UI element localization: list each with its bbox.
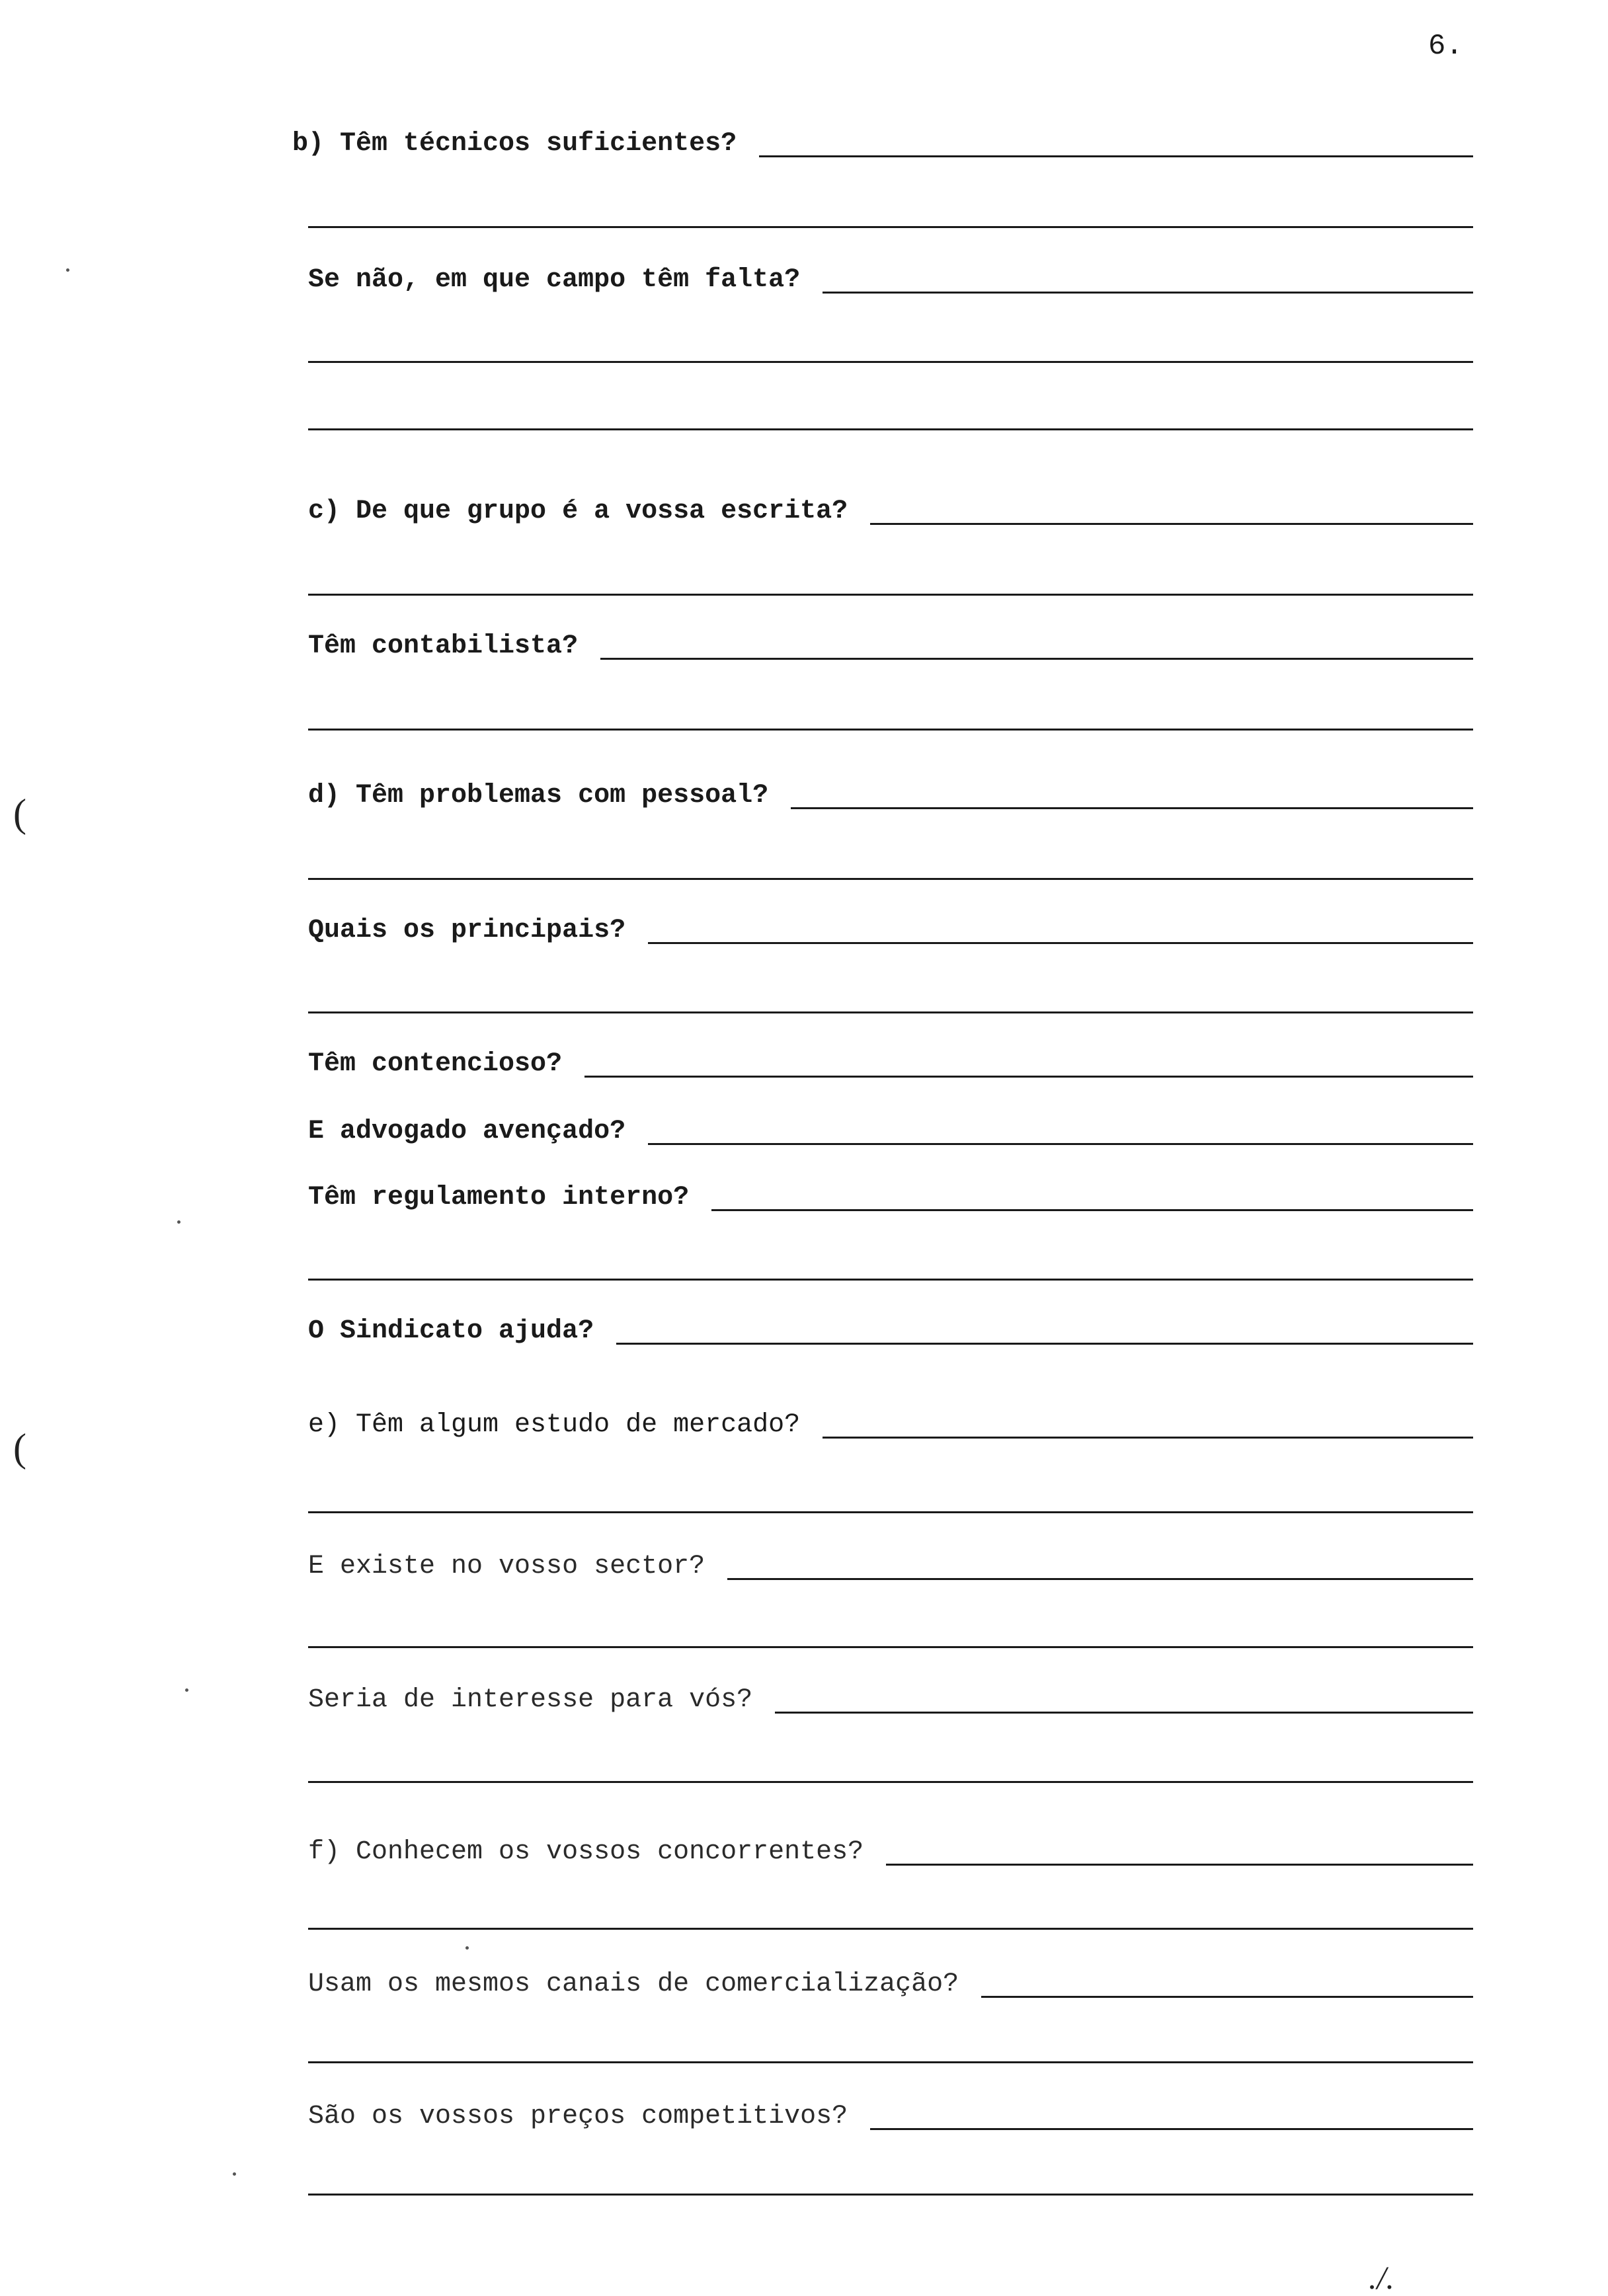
scan-speck — [233, 2172, 236, 2176]
question-label: Se não, em que campo têm falta? — [308, 265, 801, 295]
question-row — [308, 1310, 1473, 1350]
continuation-mark: ./. — [1369, 2259, 1394, 2296]
question-label: b) Têm técnicos suficientes? — [292, 129, 737, 159]
question-row — [308, 625, 1473, 665]
answer-line[interactable] — [823, 1437, 1473, 1439]
question-row — [308, 1177, 1473, 1216]
question-label: O Sindicato ajuda? — [308, 1316, 594, 1346]
answer-line[interactable] — [308, 1011, 1473, 1013]
question-row — [308, 491, 1473, 530]
answer-line[interactable] — [308, 878, 1473, 880]
answer-line[interactable] — [759, 155, 1473, 157]
answer-line[interactable] — [600, 658, 1473, 660]
answer-line[interactable] — [981, 1996, 1473, 1998]
answer-line[interactable] — [308, 2194, 1473, 2196]
question-row — [308, 1679, 1473, 1719]
question-label: Usam os mesmos canais de comercialização? — [308, 1969, 959, 1999]
answer-line[interactable] — [308, 1928, 1473, 1930]
answer-line[interactable] — [823, 292, 1473, 294]
question-row — [308, 1043, 1473, 1083]
question-row — [308, 910, 1473, 949]
question-label: c) De que grupo é a vossa escrita? — [308, 496, 848, 526]
question-label: Têm contencioso? — [308, 1049, 563, 1079]
answer-line[interactable] — [308, 226, 1473, 228]
question-label: d) Têm problemas com pessoal? — [308, 781, 769, 811]
scan-speck — [66, 268, 69, 272]
answer-line[interactable] — [648, 1143, 1473, 1145]
answer-line[interactable] — [308, 428, 1473, 430]
question-row — [308, 1111, 1473, 1150]
question-row — [308, 1963, 1473, 2003]
scan-speck — [465, 1946, 469, 1950]
answer-line[interactable] — [711, 1209, 1473, 1211]
answer-line[interactable] — [870, 2128, 1473, 2130]
answer-line[interactable] — [308, 1511, 1473, 1513]
question-label: e) Têm algum estudo de mercado? — [308, 1410, 801, 1440]
scan-speck — [185, 1688, 188, 1692]
question-label: Quais os principais? — [308, 916, 626, 945]
answer-line[interactable] — [308, 361, 1473, 363]
question-label: Têm regulamento interno? — [308, 1183, 690, 1212]
answer-line[interactable] — [775, 1712, 1473, 1714]
question-row — [308, 259, 1473, 299]
question-label: Seria de interesse para vós? — [308, 1685, 753, 1715]
margin-mark: ( — [13, 1426, 26, 1470]
question-row — [308, 1831, 1473, 1871]
question-row — [308, 1546, 1473, 1585]
answer-line[interactable] — [870, 523, 1473, 525]
question-label: E advogado avençado? — [308, 1117, 626, 1146]
answer-line[interactable] — [886, 1864, 1473, 1866]
answer-line[interactable] — [308, 1781, 1473, 1783]
answer-line[interactable] — [308, 2061, 1473, 2063]
question-label: São os vossos preços competitivos? — [308, 2102, 848, 2131]
answer-line[interactable] — [616, 1343, 1473, 1345]
answer-line[interactable] — [584, 1076, 1473, 1078]
margin-mark: ( — [13, 791, 26, 835]
scan-speck — [177, 1220, 181, 1224]
question-label: f) Conhecem os vossos concorrentes? — [308, 1837, 864, 1867]
question-row — [308, 775, 1473, 814]
answer-line[interactable] — [308, 594, 1473, 596]
question-row — [308, 1404, 1473, 1444]
page-number: 6. — [1428, 30, 1463, 63]
answer-line[interactable] — [308, 1646, 1473, 1648]
question-row — [308, 2096, 1473, 2135]
answer-line[interactable] — [308, 729, 1473, 731]
answer-line[interactable] — [648, 942, 1473, 944]
question-row — [292, 123, 1473, 163]
answer-line[interactable] — [308, 1279, 1473, 1281]
question-label: Têm contabilista? — [308, 631, 579, 661]
question-label: E existe no vosso sector? — [308, 1552, 705, 1581]
answer-line[interactable] — [727, 1578, 1473, 1580]
answer-line[interactable] — [791, 807, 1473, 809]
